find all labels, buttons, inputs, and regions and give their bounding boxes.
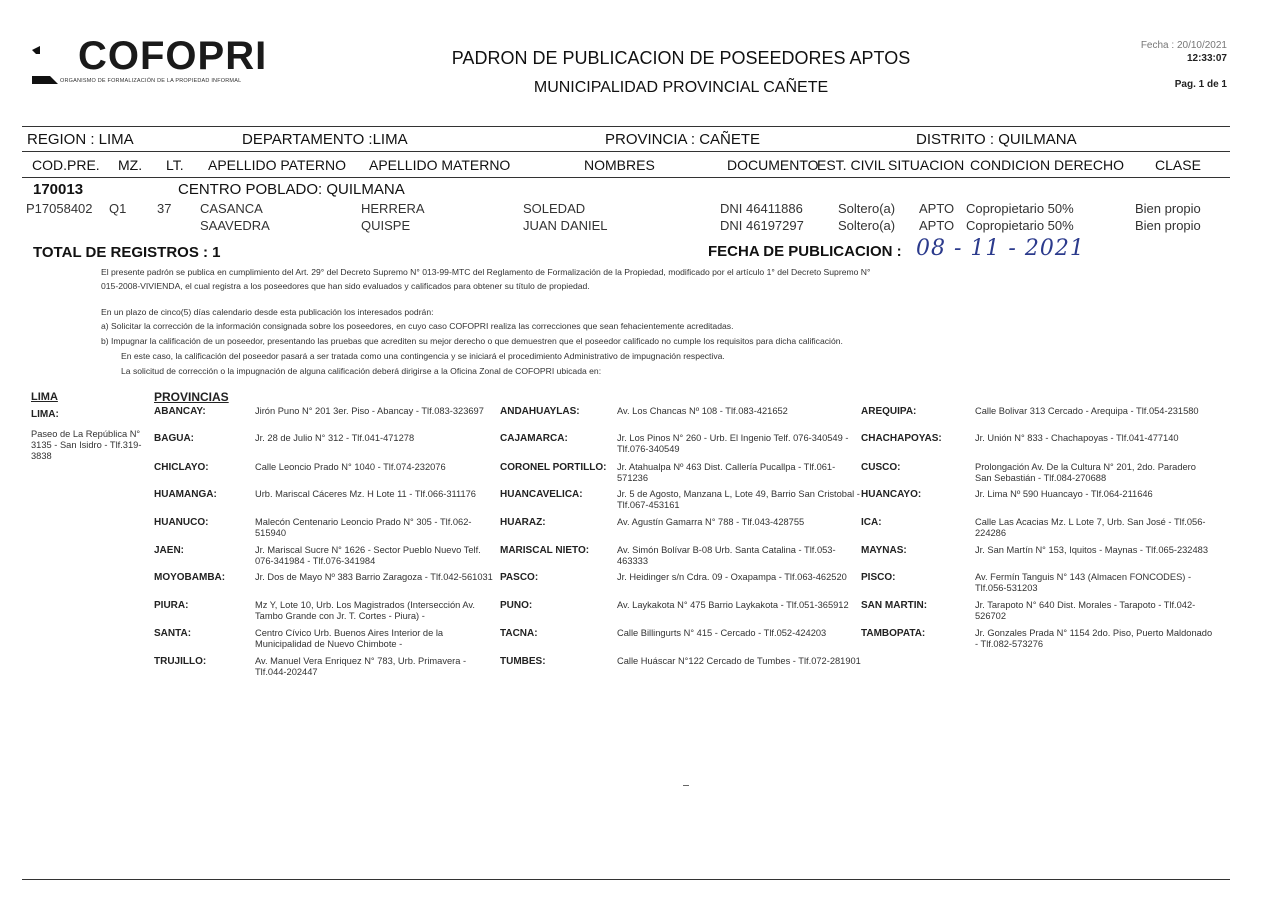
office-label: MARISCAL NIETO: [500,545,590,556]
office-label: CORONEL PORTILLO: [500,462,607,473]
lima-office-address: Paseo de La República N° 3135 - San Isidro - Tlf.319-3838 [31,429,142,461]
footer-mark [683,785,689,786]
total-registros: TOTAL DE REGISTROS : 1 [33,244,221,261]
office-address: Jr. Los Pinos N° 260 - Urb. El Ingenio Telf. 076-340549 - Tlf.076-340549 [617,433,849,454]
office-address: Av. Agustín Gamarra N° 788 - Tlf.043-428755 [617,517,805,527]
col-nombres: NOMBRES [584,157,655,173]
fecha-publicacion-label: FECHA DE PUBLICACION : [708,243,902,260]
cell-documento: DNI 46411886 [720,201,803,216]
office-address: Prolongación Av. De la Cultura N° 201, 2do. Paradero San Sebastián - Tlf.084-270688 [975,462,1196,483]
office-address: Jr. Dos de Mayo Nº 383 Barrio Zaragoza - Tlf.042-561031 [255,572,493,582]
distrito-label: DISTRITO : QUILMANA [916,131,1077,148]
office-label: PISCO: [861,572,896,583]
office-label: HUANCAVELICA: [500,489,583,500]
col-condicion-derecho: CONDICION DERECHO [970,157,1125,173]
cell-civil: Soltero(a) [838,201,896,216]
cell-paterno: CASANCA [200,201,263,216]
print-time: 12:33:07 [1186,53,1227,64]
office-label: TACNA: [500,628,538,639]
oficina-text: La solicitud de corrección o la impugnación de alguna calificación deberá dirigirse a la Oficina Zonal de COFOPRI ubicada en: [121,366,602,376]
cell-condicion: Copropietario 50% [966,201,1074,216]
office-address: Jr. Tarapoto N° 640 Dist. Morales - Tarapoto - Tlf.042-526702 [975,600,1196,621]
provincia-label: PROVINCIA : CAÑETE [605,131,761,148]
bottom-divider [22,879,1230,880]
cell-situacion: APTO [919,201,955,216]
office-address: Calle Las Acacias Mz. L Lote 7, Urb. San José - Tlf.056-224286 [975,517,1206,538]
office-label: BAGUA: [154,433,194,444]
office-label: CUSCO: [861,462,901,473]
cell-lt: 37 [157,201,172,216]
col-apellido-paterno: APELLIDO PATERNO [208,157,346,173]
office-label: MAYNAS: [861,545,907,556]
office-address: Av. Los Chancas Nº 108 - Tlf.083-421652 [617,406,788,416]
office-address: Jr. Heidinger s/n Cdra. 09 - Oxapampa - Tlf.063-462520 [617,572,847,582]
office-label: HUANUCO: [154,517,209,528]
office-label: HUAMANGA: [154,489,217,500]
col-situacion: SITUACION [888,157,965,173]
office-address: Av. Laykakota N° 475 Barrio Laykakota - Tlf.051-365912 [617,600,849,610]
col-est-civil: EST. CIVIL [817,157,886,173]
office-address: Calle Bolivar 313 Cercado - Arequipa - Tlf.054-231580 [975,406,1199,416]
office-address: Jr. 28 de Julio N° 312 - Tlf.041-471278 [255,433,415,443]
legal-text-line2: 015-2008-VIVIENDA, el cual registra a los poseedores que han sido evaluados y calificados para obtener su título de propiedad. [101,281,590,291]
office-address: Av. Simón Bolívar B-08 Urb. Santa Catalina - Tlf.053-463333 [617,545,836,566]
office-label: PIURA: [154,600,189,611]
office-label: PUNO: [500,600,533,611]
office-address: Mz Y, Lote 10, Urb. Los Magistrados (Intersección Av. Tambo Grande con Jr. T. Cortes - Piura) - [255,600,475,621]
cell-materno: HERRERA [361,201,425,216]
region-label: REGION : LIMA [27,131,134,148]
office-label: ABANCAY: [154,406,206,417]
page-number: Pag. 1 de 1 [1174,79,1227,90]
cell-materno: QUISPE [361,218,411,233]
office-label: JAEN: [154,545,185,556]
office-address: Calle Billingurts N° 415 - Cercado - Tlf.052-424203 [617,628,827,638]
col-cod-pre: COD.PRE. [32,157,100,173]
office-label: AREQUIPA: [861,406,917,417]
col-lt: LT. [166,157,184,173]
group-name: CENTRO POBLADO: QUILMANA [178,181,405,198]
office-address: Jr. 5 de Agosto, Manzana L, Lote 49, Barrio San Cristobal - Tlf.067-453161 [617,489,860,510]
office-address: Jirón Puno N° 201 3er. Piso - Abancay - Tlf.083-323697 [255,406,484,416]
provincias-heading: PROVINCIAS [154,390,229,404]
office-label: HUANCAYO: [861,489,922,500]
office-address: Malecón Centenario Leoncio Prado N° 305 - Tlf.062-515940 [255,517,472,538]
departamento-label: DEPARTAMENTO :LIMA [242,131,408,148]
office-label: PASCO: [500,572,539,583]
office-address: Jr. Gonzales Prada N° 1154 2do. Piso, Puerto Maldonado - Tlf.082-573276 [975,628,1213,649]
cell-cod: P17058402 [26,201,93,216]
cell-nombres: SOLEDAD [523,201,586,216]
document-title: PADRON DE PUBLICACION DE POSEEDORES APTOS [451,48,911,68]
office-label: CAJAMARCA: [500,433,568,444]
office-label: CHACHAPOYAS: [861,433,942,444]
office-address: Jr. San Martín N° 153, Iquitos - Maynas - Tlf.065-232483 [975,545,1208,555]
cell-documento: DNI 46197297 [720,218,804,233]
legal-text-line1: El presente padrón se publica en cumplimiento del Art. 29° del Decreto Supremo N° 013-99-MTC del Reglamento de Formalización de la Propiedad, modificado por el artículo 1° del Decreto Supremo N° [101,267,871,277]
cell-paterno: SAAVEDRA [200,218,270,233]
office-label: SANTA: [154,628,192,639]
top-divider [22,126,1230,127]
office-address: Jr. Mariscal Sucre N° 1626 - Sector Pueblo Nuevo Telf. 076-341984 - Tlf.076-341984 [255,545,481,566]
office-label: ICA: [861,517,882,528]
office-address: Urb. Mariscal Cáceres Mz. H Lote 11 - Tlf.066-311176 [255,489,476,499]
cell-civil: Soltero(a) [838,218,896,233]
lima-office-label: LIMA: [31,409,59,420]
option-b-text: b) Impugnar la calificación de un poseedor, presentando las pruebas que acrediten su mejor derecho o que demuestren que el poseedor calificado no cumple los requisitos para dicha calificación. [101,336,843,346]
col-mz: MZ. [118,157,143,173]
location-divider [22,151,1230,152]
office-address: Jr. Atahualpa Nº 463 Dist. Callería Pucallpa - Tlf.061-571236 [617,462,836,483]
office-address: Calle Leoncio Prado N° 1040 - Tlf.074-232076 [255,462,446,472]
office-label: HUARAZ: [500,517,546,528]
office-label: MOYOBAMBA: [154,572,226,583]
document-subtitle: MUNICIPALIDAD PROVINCIAL CAÑETE [533,79,829,96]
office-address: Av. Fermín Tanguis N° 143 (Almacen FONCODES) - Tlf.056-531203 [975,572,1192,593]
office-address: Calle Huáscar N°122 Cercado de Tumbes - Tlf.072-281901 [617,656,861,666]
group-code: 170013 [33,181,84,198]
option-b-detail: En este caso, la calificación del poseedor pasará a ser tratada como una contingencia y se iniciará el procedimiento Administrativo de impugnación respectiva. [121,351,725,361]
office-label: SAN MARTIN: [861,600,928,611]
logo-subtitle: ORGANISMO DE FORMALIZACIÓN DE LA PROPIEDAD INFORMAL [60,78,242,84]
col-apellido-materno: APELLIDO MATERNO [369,157,511,173]
handwritten-date: 08 - 11 - 2021 [916,236,1085,261]
col-clase: CLASE [1155,157,1201,173]
office-label: TRUJILLO: [154,656,207,667]
office-label: TAMBOPATA: [861,628,926,639]
cell-nombres: JUAN DANIEL [523,218,608,233]
logo-text: COFOPRI [78,34,268,78]
plazo-text: En un plazo de cinco(5) días calendario desde esta publicación los interesados podrán: [101,307,434,317]
print-date: Fecha : 20/10/2021 [1140,40,1227,51]
cell-clase: Bien propio [1135,218,1201,233]
cell-clase: Bien propio [1135,201,1201,216]
cell-situacion: APTO [919,218,955,233]
office-address: Jr. Lima Nº 590 Huancayo - Tlf.064-211646 [975,489,1153,499]
option-a-text: a) Solicitar la corrección de la información consignada sobre los poseedores, en cuyo caso COFOPRI realiza las correcciones que sean fehacientemente acreditadas. [101,321,734,331]
office-address: Jr. Unión N° 833 - Chachapoyas - Tlf.041-477140 [975,433,1179,443]
office-address: Centro Cívico Urb. Buenos Aires Interior de la Municipalidad de Nuevo Chimbote - [255,628,444,649]
cell-condicion: Copropietario 50% [966,218,1074,233]
col-documento: DOCUMENTO [727,157,819,173]
office-label: CHICLAYO: [154,462,209,473]
office-address: Av. Manuel Vera Enriquez N° 783, Urb. Primavera - Tlf.044-202447 [255,656,467,677]
cell-mz: Q1 [109,201,127,216]
office-label: ANDAHUAYLAS: [500,406,580,417]
header-divider [22,177,1230,178]
office-label: TUMBES: [500,656,546,667]
lima-heading: LIMA [31,391,58,403]
